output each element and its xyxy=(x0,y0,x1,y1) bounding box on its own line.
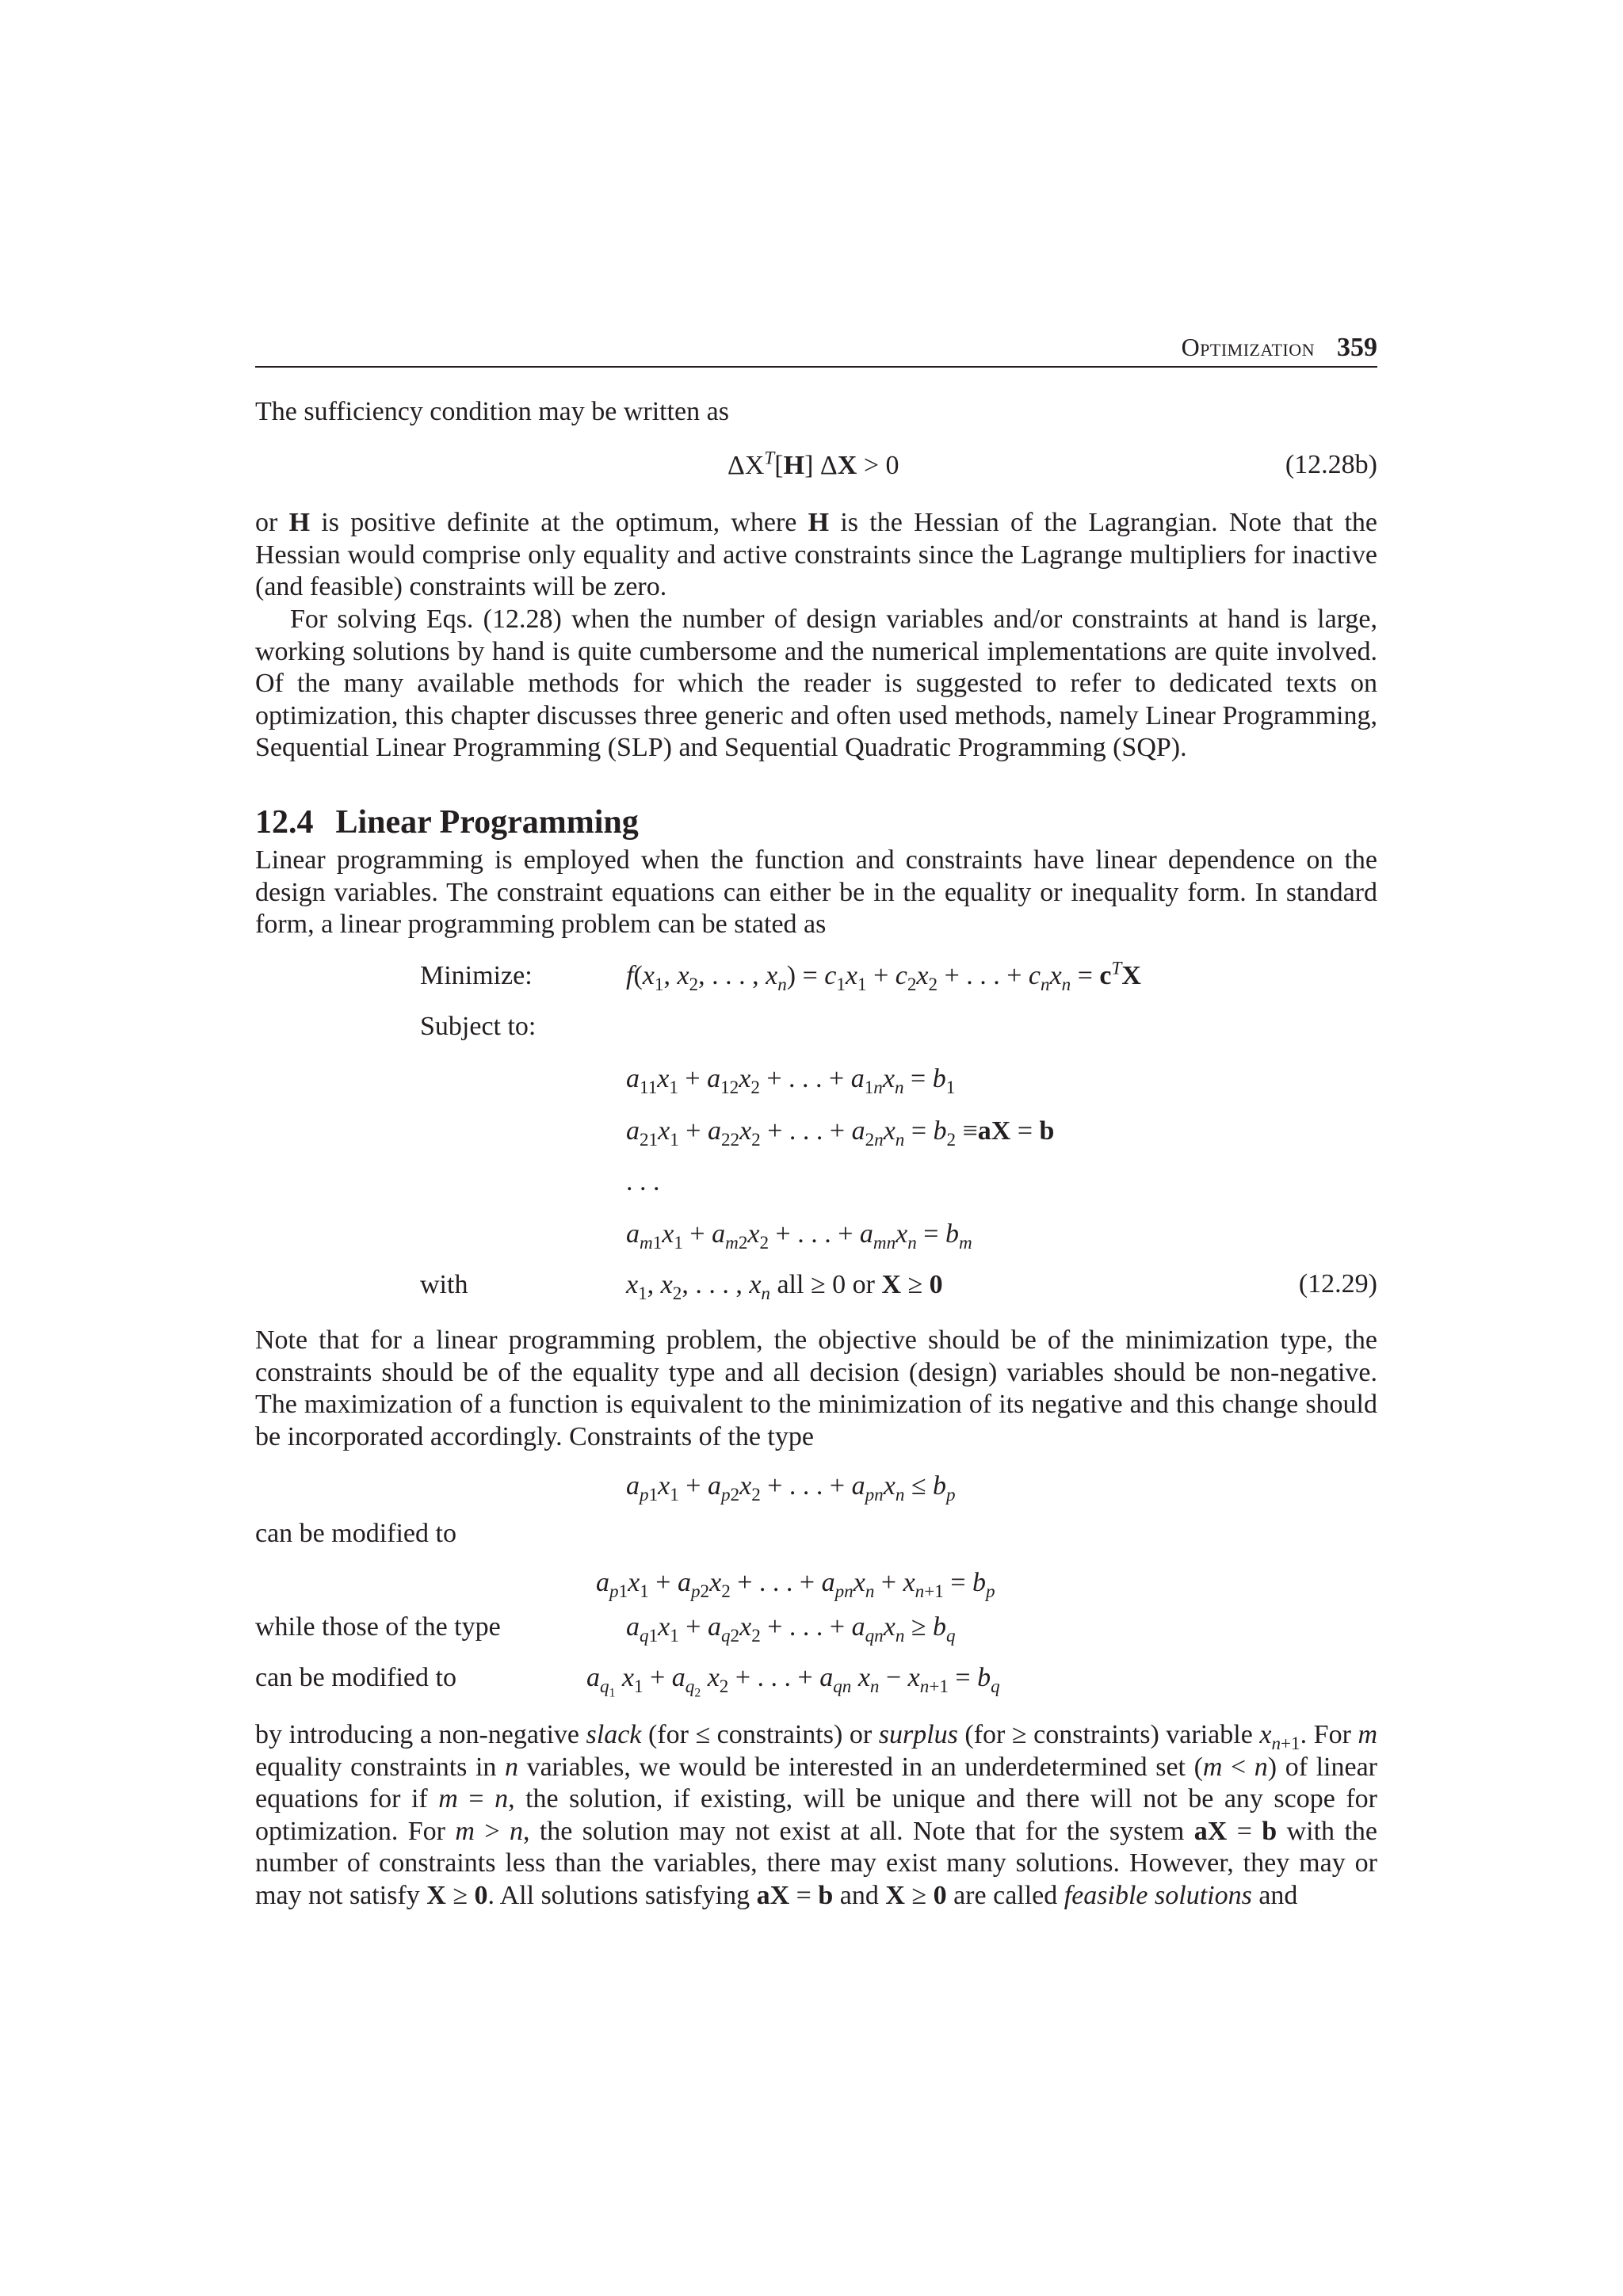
inequality-le-constraint: $a_{p1}x_1 + a_{p2}x_2$ + . . . + $a_{pn}x_n \le b_p$ xyxy=(626,1471,956,1505)
slack-modified-constraint: $a_{p1}x_1 + a_{p2}x_2$ + . . . + $a_{pn}x_n + x_{n+1} = b_p$ xyxy=(596,1568,995,1602)
objective-function: $f(x_1$, $x_2$, . . . , $x_n) = c_1x_1 + c_2x_2$ + . . . + $c_nx_n = c^TX$ xyxy=(626,958,1141,995)
paragraph-methods: For solving Eqs. (12.28) when the number of design variables and/or constraints at hand is large, working solutions by hand is quite cumbersome and the numerical implementations are quite involved. Of the many available methods for which the reader is suggested to refer to dedicated texts on optimization, this chapter discusses three generic and often used methods, namely Linear Programming, Sequential Linear Programming (SLP) and Sequential Quadratic Programming (SQP). xyxy=(255,605,1377,762)
inequality-ge-constraint: $a_{q1}x_1 + a_{q2}x_2$ + . . . + $a_{qn}x_n \ge b_q$ xyxy=(626,1612,956,1646)
while-those-text: while those of the type xyxy=(255,1612,501,1642)
constraint-row-2: $a_{21}x_1 + a_{22}x_2$ + . . . + $a_{2n}x_n = b_2 \equiv aX = b$ xyxy=(626,1116,1055,1150)
section-number: 12.4 xyxy=(255,804,314,841)
equation-number-12-28b: (12.28b) xyxy=(1285,450,1377,479)
paragraph-slack-surplus: by introducing a non-negative slack (for ≤ constraints) or surplus (for ≥ constraints) variable $x_{n+1}$. For m equality constraints in n variables, we would be interested in an underdetermined set (m < n) of linear equations for if m = n, the solution, if existing, will be unique and there will not be any scope for optimization. For m > n, the solution may not exist at all. Note that for the system aX = b with the number of constraints less than the variables, there may exist many solutions. However, they may or may not satisfy X ≥ 0. All solutions satisfying aX = b and X ≥ 0 are called feasible solutions and xyxy=(255,1720,1378,1910)
can-be-modified-text-2: can be modified to xyxy=(255,1663,456,1692)
running-header xyxy=(255,333,1377,368)
constraint-row-m: $a_{m1}x_1 + a_{m2}x_2$ + . . . + $a_{mn}x_n = b_m$ xyxy=(626,1219,972,1253)
section-title: Linear Programming xyxy=(335,804,639,841)
minimize-label: Minimize: xyxy=(420,961,533,990)
surplus-modified-constraint: $a_{q_1}$ $x_1 + a_{q_2}$ $x_2$ + . . . + $a_{qn}$ $x_n - x_{n+1} = b_q$ xyxy=(586,1663,1000,1700)
constraint-row-1: $a_{11}x_1 + a_{12}x_2$ + . . . + $a_{1n}x_n = b_1$ xyxy=(626,1064,956,1098)
paragraph-sufficiency-intro: The sufficiency condition may be written as xyxy=(255,397,729,426)
constraint-ellipsis: . . . xyxy=(626,1167,660,1196)
with-label: with xyxy=(420,1270,468,1299)
running-title: Optimization xyxy=(1181,333,1315,361)
paragraph-hessian: or H is positive definite at the optimum, where H is the Hessian of the Lagrangian. Note that the Hessian would comprise only equality and active constraints since the Lagrange multipliers for inactive (and feasible) constraints will be zero. xyxy=(255,508,1377,601)
subject-to-label: Subject to: xyxy=(420,1012,537,1041)
equation-number-12-29: (12.29) xyxy=(1298,1269,1377,1299)
paragraph-standard-form-notes: Note that for a linear programming problem, the objective should be of the minimization type, the constraints should be of the equality type and all decision (design) variables should be non-negative. The maximization of a function is equivalent to the minimization of its negative and this change should be incorporated accordingly. Constraints of the type xyxy=(255,1325,1377,1451)
section-heading xyxy=(255,803,639,841)
page-number: 359 xyxy=(1337,333,1377,362)
can-be-modified-text-1: can be modified to xyxy=(255,1519,456,1548)
paragraph-lp-intro: Linear programming is employed when the function and constraints have linear dependence on the design variables. The constraint equations can either be in the equality or inequality form. In standard form, a linear programming problem can be stated as xyxy=(255,845,1377,939)
equation-12-28b: $\Delta X^T[H] \Delta X > 0$ xyxy=(727,448,899,480)
nonnegativity-condition: $x_1$, $x_2$, . . . , $x_n$ all ≥ 0 or X ≥ 0 xyxy=(626,1270,943,1304)
